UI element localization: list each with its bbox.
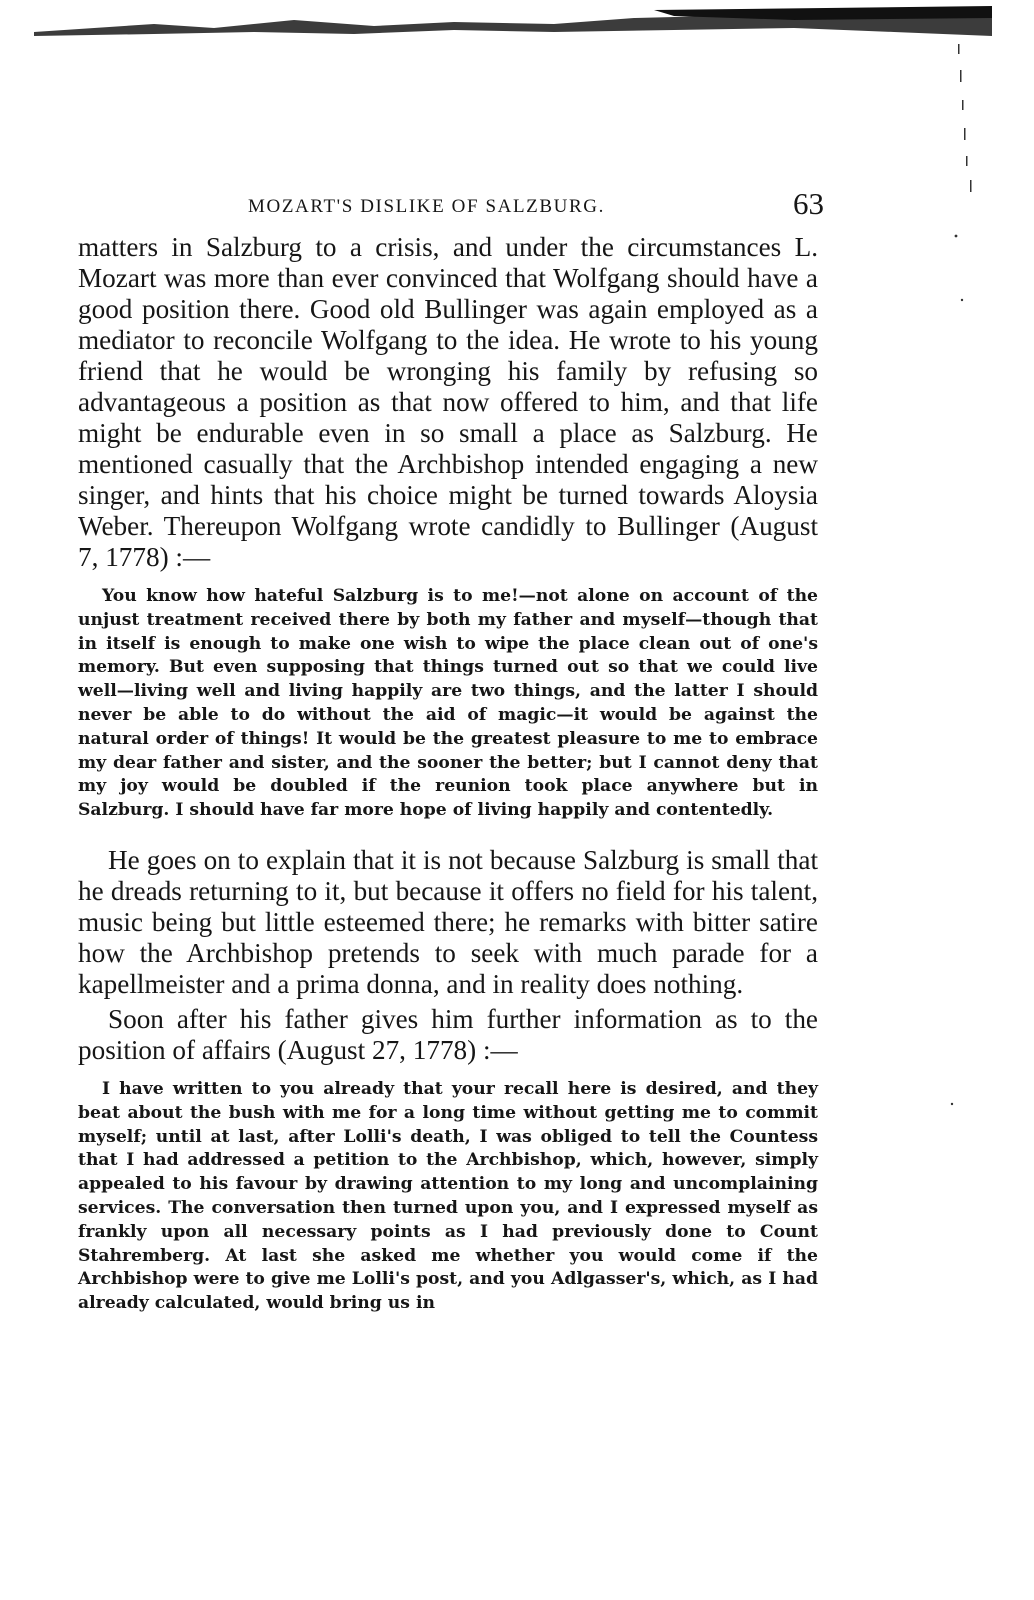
margin-specks [940, 40, 1000, 1120]
running-head [78, 180, 824, 232]
body-paragraph-2: He goes on to explain that it is not because Salzburg is small that he dreads returning to it, but because it offers no field for his talent, music being but little esteemed there; he remarks with bitter satire how the Archbishop pretends to seek with much parade for a kapellmeister and a prima donna, and in reality does nothing. [78, 844, 818, 999]
body-paragraph-1: matters in Salzburg to a crisis, and under the circumstances L. Mozart was more than ever convinced that Wolfgang should have a good position there. Good old Bullinger was again employed as a mediator to reconcile Wolfgang to the idea. He wrote to his young friend that he would be wronging his family by refusing so advantageous a position as that now offered to him, and that life might be endurable even in so small a place as Salzburg. He mentioned casually that the Archbishop intended engaging a new singer, and hints that his choice might be turned towards Aloysia Weber. Thereupon Wolfgang wrote candidly to Bullinger (August 7, 1778) :— [78, 232, 818, 572]
body-paragraph-3: Soon after his father gives him further information as to the position of affairs (August 27, 1778) :— [78, 1003, 818, 1065]
book-page [78, 180, 824, 1316]
letter-quote-2: I have written to you already that your recall here is desired, and they beat about the bush with me for a long time without getting me to commit myself; until at last, after Lolli's death, I was obliged to tell the Countess that I had addressed a petition to the Archbishop, which, however, simply appealed to his favour by drawing attention to my long and uncomplaining services. The conversation then turned upon you, and I expressed myself as frankly upon all necessary points as I had previously done to Count Stahremberg. At last she asked me whether you would come if the Archbishop were to give me Lolli's post, and you Adlgasser's, which, as I had already calculated, would bring us in [78, 1078, 818, 1314]
scan-edge-artifact [34, 6, 992, 38]
letter-quote-1: You know how hateful Salzburg is to me!—not alone on account of the unjust treatment received there by both my father and myself—though that in itself is enough to make one wish to wipe the place clean out of one's memory. But even supposing that things turned out so that we could live well—living well and living happily are two things, and the latter I should never be able to do without the aid of magic—it would be against the natural order of things! It would be the greatest pleasure to me to embrace my dear father and sister, and the sooner the better; but I cannot deny that my joy would be doubled if the reunion took place anywhere but in Salzburg. I should have far more hope of living happily and contentedly. [78, 586, 818, 821]
page-number: 63 [793, 186, 824, 221]
running-title: MOZART'S DISLIKE OF SALZBURG. [248, 196, 605, 217]
